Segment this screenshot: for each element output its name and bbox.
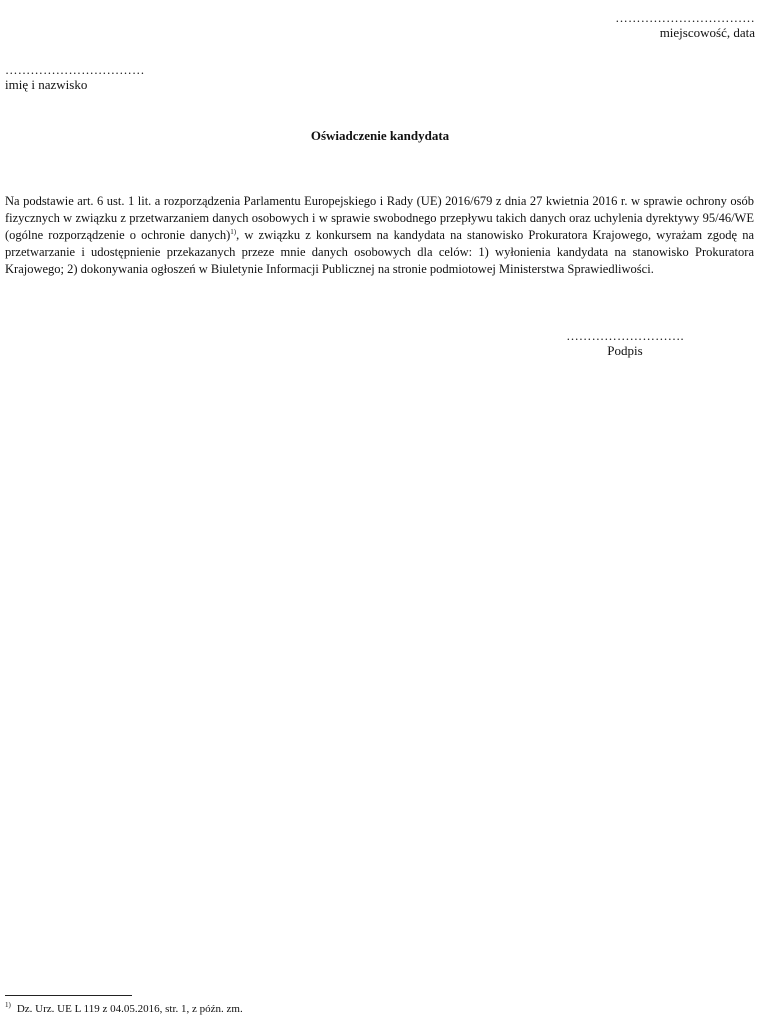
name-dotted-line: …………………………… bbox=[5, 63, 145, 77]
signature-field bbox=[535, 329, 715, 359]
place-date-label: miejscowość, data bbox=[659, 25, 755, 40]
footnote-marker: 1) bbox=[5, 1001, 11, 1010]
signature-dotted-line: ………………………. bbox=[566, 329, 684, 343]
footnote-text: Dz. Urz. UE L 119 z 04.05.2016, str. 1, z późn. zm. bbox=[16, 1003, 243, 1015]
place-date-dotted-line: …………………………… bbox=[615, 11, 755, 25]
place-date-field bbox=[535, 11, 755, 41]
footnote-reference: 1) bbox=[230, 227, 237, 236]
name-field bbox=[5, 63, 225, 93]
declaration-paragraph bbox=[5, 193, 754, 278]
footnote bbox=[5, 1002, 745, 1017]
name-label: imię i nazwisko bbox=[5, 77, 88, 92]
footnote-divider bbox=[5, 995, 132, 996]
declaration-text-part1: Na podstawie art. 6 ust. 1 lit. a rozporządzenia Parlamentu Europejskiego i Rady (UE) 2016/679 z dnia 27 kwietnia 2016 r. w sprawie ochrony osób fizycznych w związku z przetwarzaniem danych osobowych i w sprawie swobodnego przepływu takich danych oraz uchylenia dyrektywy 95/46/WE (ogólne rozporządzenie o ochronie danych) bbox=[5, 194, 754, 242]
declaration-text-part2: , w związku z konkursem na kandydata na stanowisko Prokuratora Krajowego, wyrażam zgodę na przetwarzanie i udostępnienie przekazanych przeze mnie danych osobowych dla celów: 1) wyłonienia kandydata na stanowisko Prokuratora Krajowego; 2) dokonywania ogłoszeń w Biuletynie Informacji Publicznej na stronie podmiotowej Ministerstwa Sprawiedliwości. bbox=[5, 228, 755, 276]
signature-label: Podpis bbox=[607, 343, 643, 358]
document-title: Oświadczenie kandydata bbox=[310, 128, 450, 143]
